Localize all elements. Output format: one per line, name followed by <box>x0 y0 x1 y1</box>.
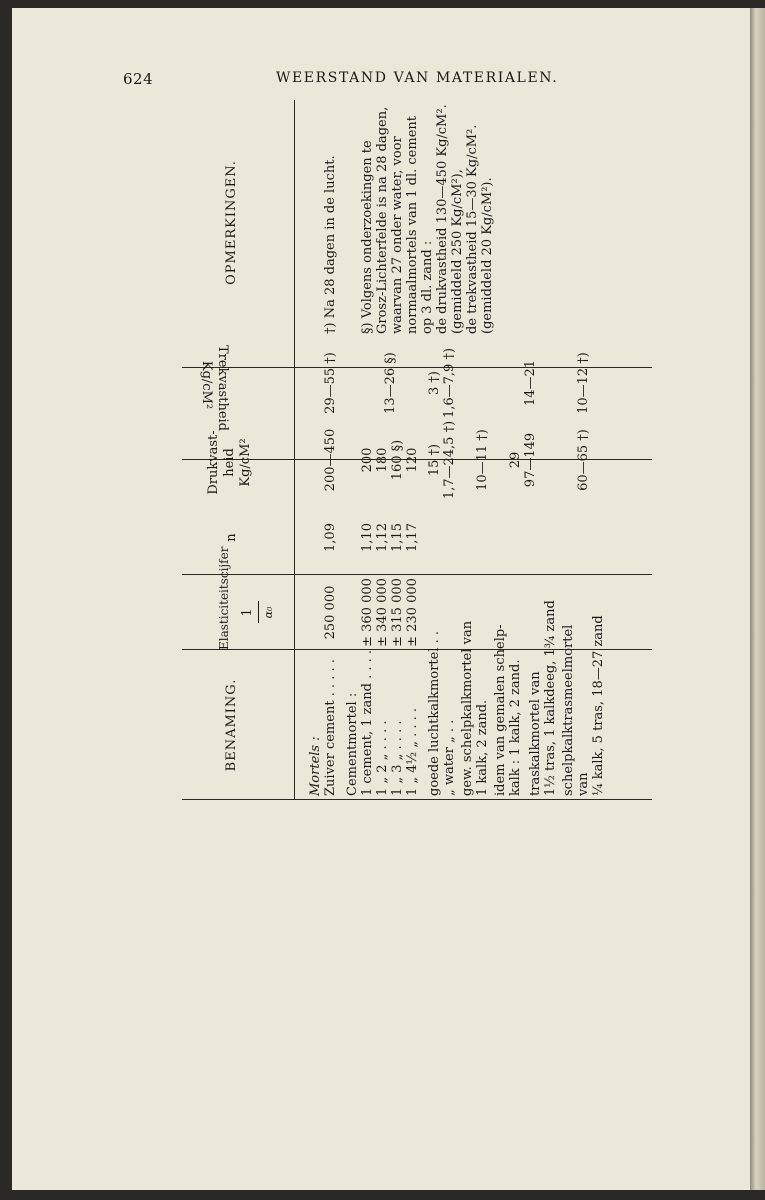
header-drukvastheid: Drukvast- heid Kg/cM² <box>206 430 253 495</box>
benaming-line: traskalkmortel van <box>528 671 543 796</box>
trek-value: 3 †) <box>427 371 442 395</box>
trek-value: 10—12 †) <box>576 352 591 414</box>
header-opmerkingen: OPMERKINGEN. <box>224 160 239 285</box>
elasticiteit-value: 250 000 <box>323 585 338 640</box>
benaming-line: 1 „ 4½ „ . . . . <box>405 707 420 796</box>
opmerking-line: Grosz-Lichterfelde is na 28 dagen, <box>375 106 390 334</box>
druk-value: 97—149 <box>523 432 538 488</box>
benaming-line: 1½ tras, 1 kalkdeeg, 1¾ zand <box>543 600 558 796</box>
n-value: 1,17 <box>405 523 420 552</box>
n-value: 1,12 <box>375 523 390 552</box>
header-benaming: BENAMING. <box>224 678 239 772</box>
table-left-rule <box>182 799 652 800</box>
elasticiteit-value: ± 360 000 <box>360 578 375 647</box>
benaming-line: 1 „ 2 „ . . . . <box>375 720 390 796</box>
benaming-line: idem van gemalen schelp- <box>493 624 508 796</box>
benaming-line: 1 „ 3 „ . . . . <box>390 720 405 796</box>
n-value: 1,10 <box>360 523 375 552</box>
benaming-line: Mortels : <box>308 736 323 796</box>
opmerking-line: †) Na 28 dagen in de lucht. <box>323 155 338 334</box>
elasticiteit-value: ± 230 000 <box>405 578 420 647</box>
n-value: 1,15 <box>390 523 405 552</box>
benaming-line: goede luchtkalkmortel . . <box>427 630 442 796</box>
benaming-line: Zuiver cement . . . . . <box>323 659 338 796</box>
druk-value: 200—450 <box>323 428 338 492</box>
druk-value: 29 <box>508 451 523 469</box>
trek-value: 29—55 †) <box>323 352 338 414</box>
druk-value: 10—11 †) <box>475 429 490 491</box>
page-number: 624 <box>123 70 154 88</box>
header-trekvastheid: Trekvastheid Kg/cM² <box>199 345 230 431</box>
druk-value: 160 §) <box>390 439 405 481</box>
elasticiteit-value: ± 315 000 <box>390 578 405 647</box>
druk-value: 120 <box>405 447 420 473</box>
n-value: 1,09 <box>323 523 338 552</box>
benaming-line: schelpkalktrasmeelmortel <box>561 624 576 796</box>
opmerking-line: (gemiddeld 250 Kg/cM²), <box>450 169 465 334</box>
druk-value: 200 <box>360 447 375 473</box>
opmerking-line: de drukvastheid 130—450 Kg/cM². <box>435 104 450 334</box>
opmerking-line: (gemiddeld 20 Kg/cM²). <box>480 177 495 334</box>
materials-table <box>182 100 652 800</box>
header-elasticiteit: Elasticiteitscijfer <box>217 546 231 650</box>
header-rule <box>294 100 295 800</box>
elasticiteit-fraction: 1 α₀ <box>240 575 277 650</box>
druk-value: 15 †) <box>427 443 442 477</box>
running-title: WEERSTAND VAN MATERIALEN. <box>276 70 559 86</box>
opmerking-line: §) Volgens onderzoekingen te <box>360 140 375 334</box>
trek-value: 1,6—7,9 †) <box>442 347 457 419</box>
benaming-line: van <box>576 772 591 796</box>
opmerking-line: op 3 dl. zand : <box>420 240 435 334</box>
benaming-line: kalk : 1 kalk, 2 zand. <box>508 659 523 796</box>
page-edge <box>750 8 765 1190</box>
trek-value: 14—21 <box>523 359 538 407</box>
benaming-line: „ water „ . . <box>442 719 457 796</box>
druk-value: 1,7—24,5 †) <box>442 420 457 500</box>
opmerking-line: de trekvastheid 15—30 Kg/cM². <box>465 124 480 334</box>
benaming-line: 1 kalk, 2 zand. <box>475 699 490 796</box>
opmerking-line: waarvan 27 onder water, voor <box>390 136 405 334</box>
elasticiteit-value: ± 340 000 <box>375 578 390 647</box>
benaming-line: 1 cement, 1 zand . . . . <box>360 649 375 796</box>
benaming-line: Cementmortel : <box>345 692 360 796</box>
druk-value: 180 <box>375 447 390 473</box>
druk-value: 60—65 †) <box>576 429 591 491</box>
benaming-line: gew. schelpkalkmortel van <box>460 620 475 796</box>
header-n: n <box>224 533 239 542</box>
benaming-line: ¼ kalk, 5 tras, 18—27 zand <box>591 615 606 796</box>
opmerking-line: normaalmortels van 1 dl. cement <box>405 116 420 334</box>
trek-value: 13—26 §) <box>383 352 398 414</box>
